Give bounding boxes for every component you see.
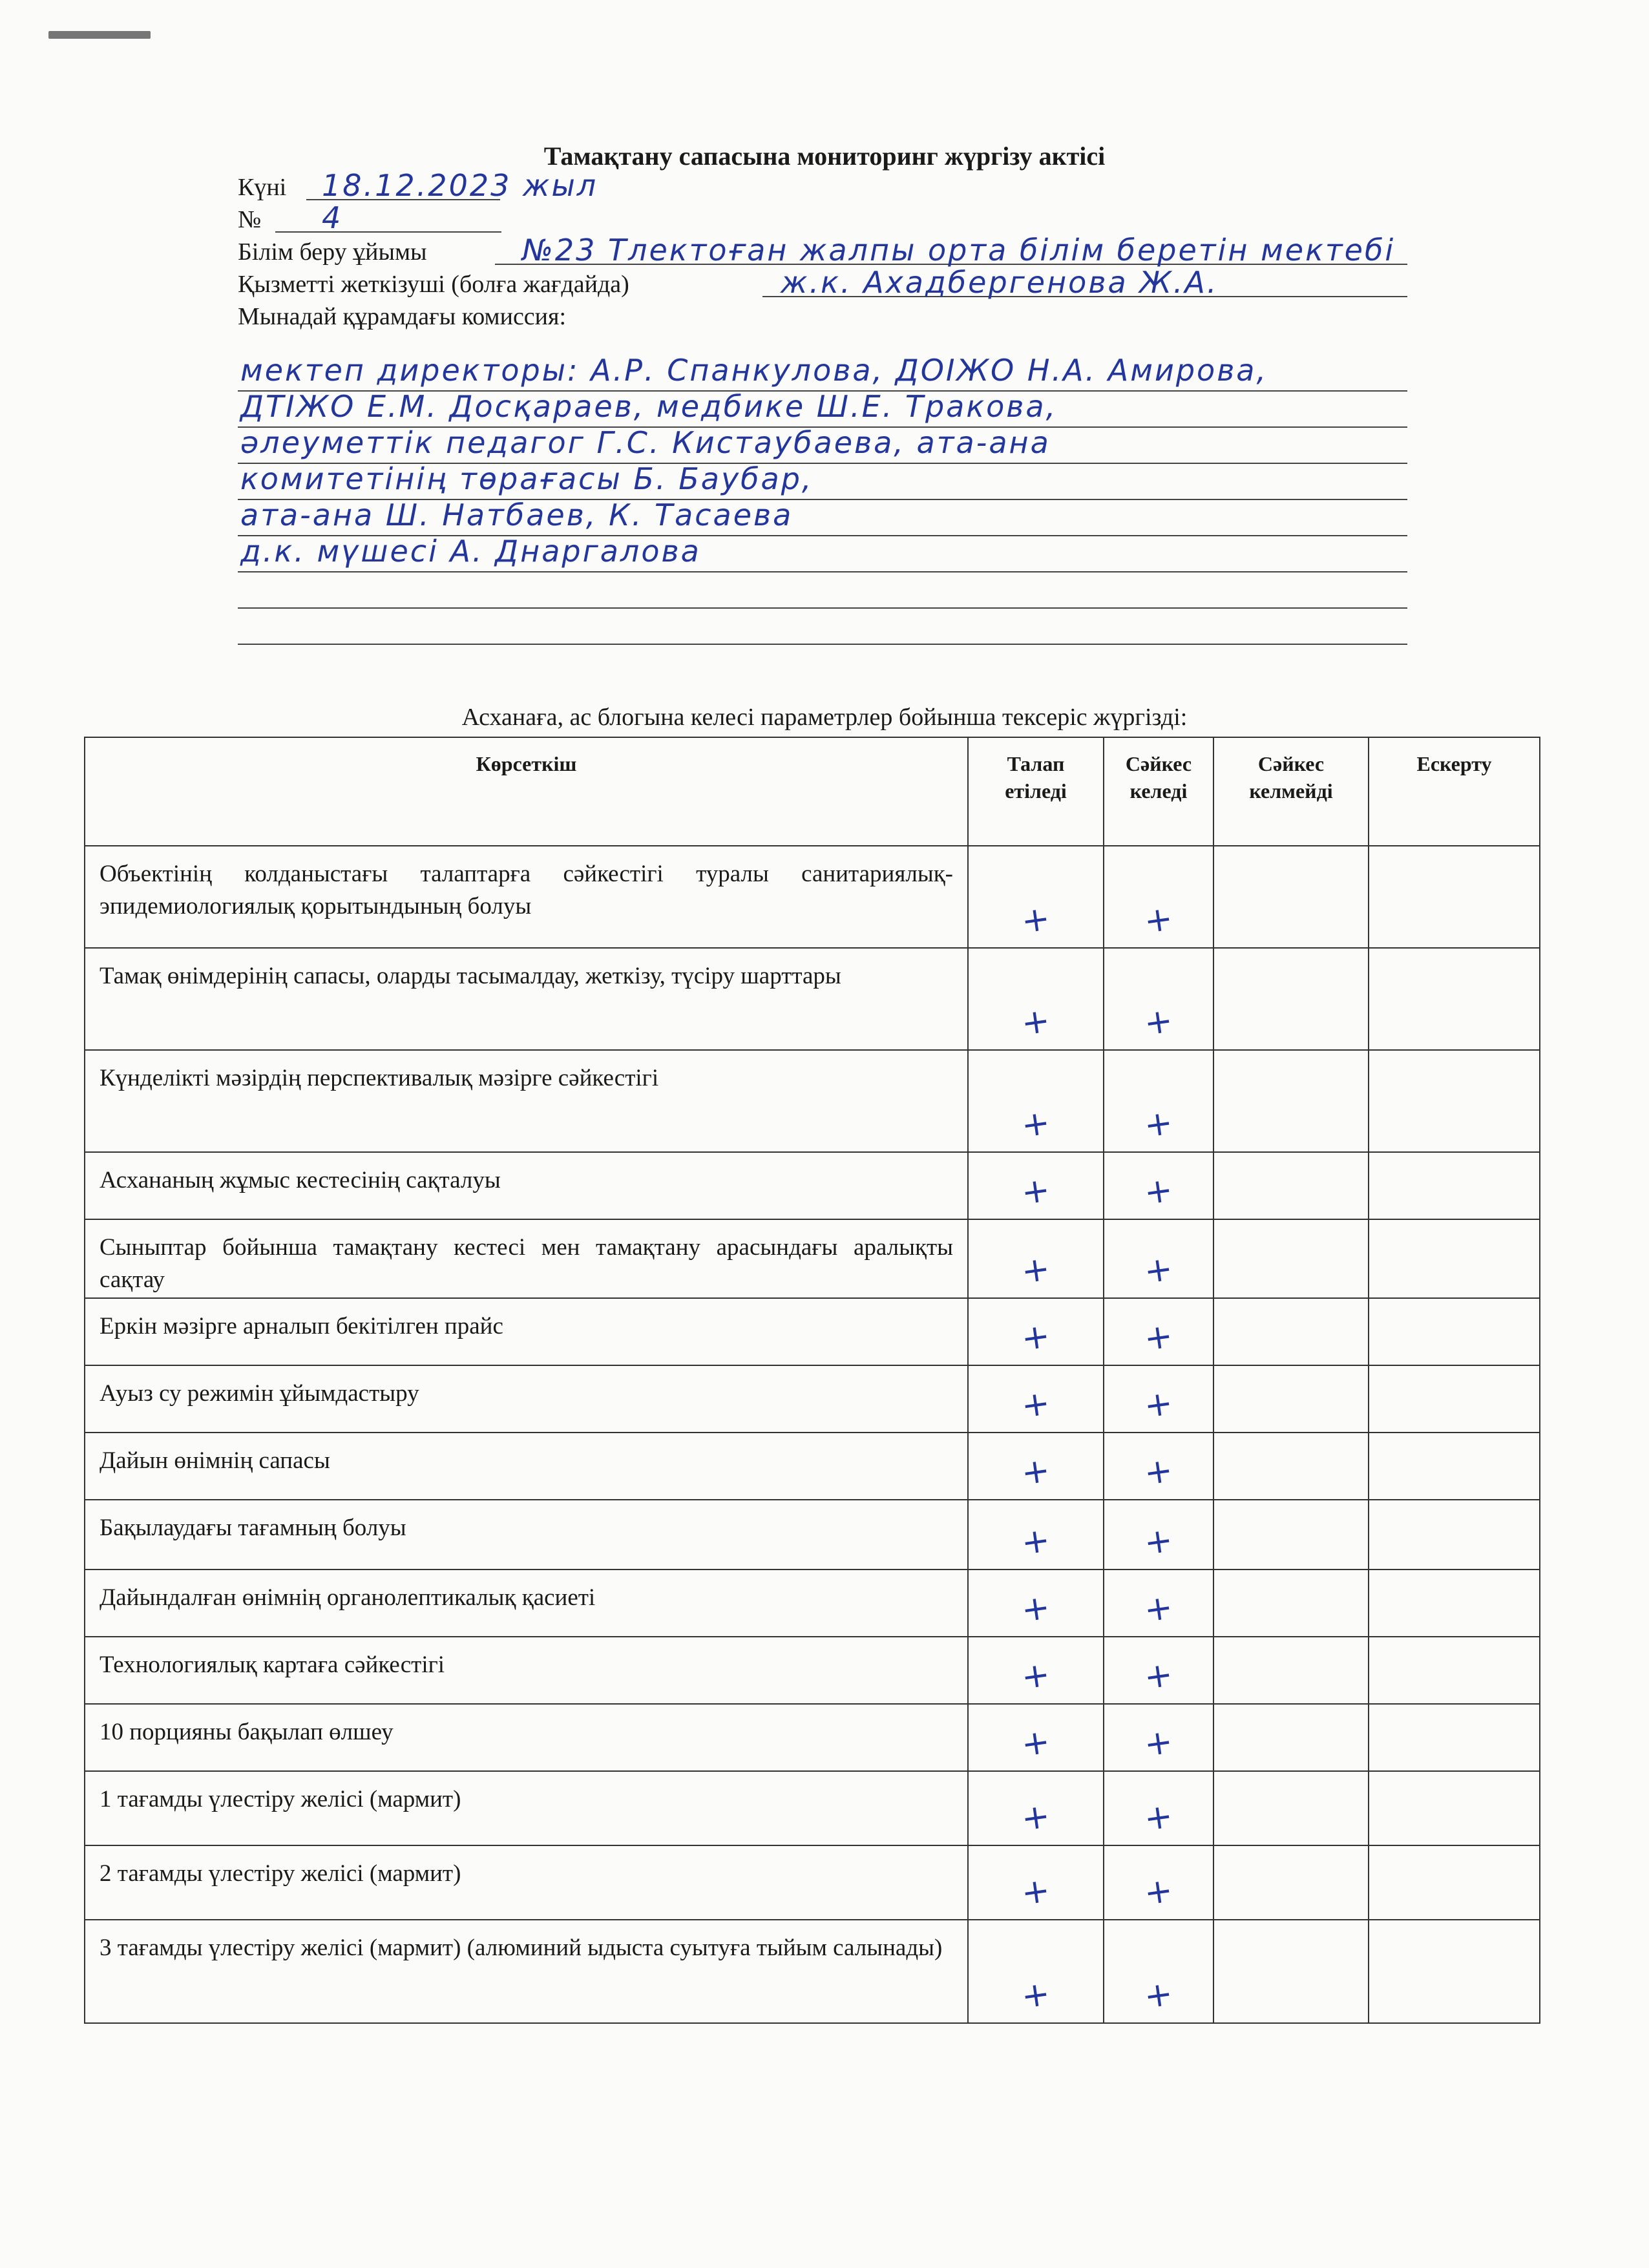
required-cell (968, 1771, 1104, 1845)
commission-line-text: мектеп директоры: А.Р. Спанкулова, ДОІЖО Н.А. Амирова, (240, 353, 1268, 388)
compliant-cell (1104, 1500, 1213, 1570)
check-mark: + (1019, 899, 1053, 941)
compliant-cell (1104, 1845, 1213, 1920)
indicator-cell: Тамақ өнімдерінің сапасы, оларды тасымалдау, жеткізу, түсіру шарттары (85, 948, 968, 1050)
check-mark: + (1142, 1722, 1175, 1765)
note-cell (1369, 1219, 1540, 1298)
note-cell (1369, 1704, 1540, 1771)
col-compliant: Сәйкес келеді (1104, 737, 1213, 846)
noncompliant-cell (1213, 1771, 1369, 1845)
required-cell (968, 1152, 1104, 1219)
noncompliant-cell (1213, 1920, 1369, 2023)
table-row (85, 1637, 1540, 1704)
org-value: №23 Тлектоған жалпы орта білім беретін мектебі (522, 233, 1396, 268)
check-mark: + (1142, 899, 1175, 941)
table-row (85, 1570, 1540, 1637)
table-row (85, 1050, 1540, 1152)
noncompliant-cell (1213, 1845, 1369, 1920)
note-cell (1369, 1637, 1540, 1704)
check-mark: + (1142, 1316, 1175, 1359)
check-mark: + (1019, 1722, 1053, 1765)
check-mark: + (1142, 1588, 1175, 1630)
required-cell (968, 1704, 1104, 1771)
noncompliant-cell (1213, 1500, 1369, 1570)
indicator-cell: Сыныптар бойынша тамақтану кестесі мен тамақтану арасындағы аралықты сақтау (85, 1219, 968, 1298)
date-label: Күні (238, 174, 287, 201)
noncompliant-cell (1213, 1570, 1369, 1637)
note-cell (1369, 1050, 1540, 1152)
noncompliant-cell (1213, 1365, 1369, 1433)
required-cell (968, 1570, 1104, 1637)
commission-line (238, 425, 1407, 464)
compliant-cell (1104, 846, 1213, 948)
check-mark: + (1019, 1103, 1053, 1146)
indicator-cell: 2 тағамды үлестіру желісі (мармит) (85, 1845, 968, 1920)
indicator-cell: 10 порцияны бақылап өлшеу (85, 1704, 968, 1771)
supplier-label: Қызметті жеткізуші (болға жағдайда) (238, 271, 629, 298)
check-mark: + (1019, 1170, 1053, 1213)
noncompliant-cell (1213, 1704, 1369, 1771)
commission-line-text: комитетінің төрағасы Б. Баубар, (240, 461, 814, 496)
check-mark: + (1019, 1520, 1053, 1563)
commission-line-text: ата-ана Ш. Натбаев, К. Тасаева (240, 498, 793, 532)
required-cell (968, 1845, 1104, 1920)
note-cell (1369, 1433, 1540, 1500)
table-row (85, 1365, 1540, 1433)
check-mark: + (1019, 1588, 1053, 1630)
note-cell (1369, 1298, 1540, 1365)
commission-line (238, 536, 1407, 572)
supplier-field (238, 265, 1407, 302)
compliant-cell (1104, 1920, 1213, 2023)
noncompliant-cell (1213, 1219, 1369, 1298)
date-value: 18.12.2023 жыл (322, 168, 598, 203)
indicator-cell: Күнделікті мәзірдің перспективалық мәзірге сәйкестігі (85, 1050, 968, 1152)
commission-label: Мынадай құрамдағы комиссия: (238, 303, 567, 330)
indicator-cell: Дайындалған өнімнің органолептикалық қасиеті (85, 1570, 968, 1637)
table-row (85, 1771, 1540, 1845)
compliant-cell (1104, 1050, 1213, 1152)
check-mark: + (1142, 1383, 1175, 1426)
number-value: 4 (322, 200, 343, 235)
note-cell (1369, 846, 1540, 948)
required-cell (968, 846, 1104, 948)
required-cell (968, 948, 1104, 1050)
check-mark: + (1142, 1451, 1175, 1493)
check-mark: + (1019, 1871, 1053, 1913)
note-cell (1369, 1152, 1540, 1219)
check-mark: + (1019, 1001, 1053, 1044)
commission-line (238, 461, 1407, 500)
inspection-subtitle: Асханаға, ас блогына келесі параметрлер бойынша тексеріс жүргізді: (461, 704, 1188, 731)
commission-line-text: ДТІЖО Е.М. Досқараев, медбике Ш.Е. Тракова, (240, 389, 1058, 424)
col-note: Ескерту (1369, 737, 1540, 846)
check-mark: + (1019, 1796, 1053, 1839)
table-row (85, 1920, 1540, 2023)
number-label: № (238, 206, 262, 233)
table-row (85, 846, 1540, 948)
note-cell (1369, 1845, 1540, 1920)
table-row (85, 1433, 1540, 1500)
check-mark: + (1142, 1520, 1175, 1563)
compliant-cell (1104, 948, 1213, 1050)
check-mark: + (1019, 1974, 1053, 2017)
table-row (85, 1298, 1540, 1365)
noncompliant-cell (1213, 1298, 1369, 1365)
noncompliant-cell (1213, 948, 1369, 1050)
table-row (85, 1845, 1540, 1920)
number-underline (275, 231, 501, 233)
date-field (238, 168, 1407, 205)
check-mark: + (1142, 1655, 1175, 1697)
check-mark: + (1019, 1655, 1053, 1697)
required-cell (968, 1637, 1104, 1704)
col-required: Талап етіледі (968, 737, 1104, 846)
table-row (85, 948, 1540, 1050)
compliant-cell (1104, 1219, 1213, 1298)
check-mark: + (1142, 1796, 1175, 1839)
required-cell (968, 1365, 1104, 1433)
indicator-cell: Объектінің колданыстағы талаптарға сәйкестігі туралы санитариялық-эпидемиологиялық қорытындының болуы (85, 846, 968, 948)
check-mark: + (1142, 1974, 1175, 2017)
check-mark: + (1142, 1249, 1175, 1292)
table-row (85, 1219, 1540, 1298)
check-mark: + (1019, 1316, 1053, 1359)
required-cell (968, 1500, 1104, 1570)
noncompliant-cell (1213, 846, 1369, 948)
note-cell (1369, 948, 1540, 1050)
commission-line-text: әлеуметтік педагог Г.С. Кистаубаева, ата-ана (240, 425, 1051, 460)
compliant-cell (1104, 1298, 1213, 1365)
required-cell (968, 1219, 1104, 1298)
table-row (85, 1704, 1540, 1771)
commission-members (238, 355, 1407, 645)
commission-line (238, 389, 1407, 428)
check-mark: + (1142, 1103, 1175, 1146)
compliant-cell (1104, 1152, 1213, 1219)
required-cell (968, 1298, 1104, 1365)
inspection-table (84, 737, 1540, 2024)
supplier-value: ж.к. Ахадбергенова Ж.А. (781, 265, 1219, 300)
commission-line (238, 609, 1407, 645)
commission-line-text: д.к. мүшесі А. Днаргалова (240, 534, 701, 569)
check-mark: + (1142, 1170, 1175, 1213)
indicator-cell: Ауыз су режимін ұйымдастыру (85, 1365, 968, 1433)
header-fields (238, 168, 1407, 335)
note-cell (1369, 1570, 1540, 1637)
required-cell (968, 1920, 1104, 2023)
indicator-cell: Дайын өнімнің сапасы (85, 1433, 968, 1500)
check-mark: + (1019, 1383, 1053, 1426)
note-cell (1369, 1500, 1540, 1570)
check-mark: + (1142, 1001, 1175, 1044)
note-cell (1369, 1365, 1540, 1433)
note-cell (1369, 1920, 1540, 2023)
note-cell (1369, 1771, 1540, 1845)
commission-line (238, 355, 1407, 392)
table-header-row (85, 737, 1540, 846)
commission-field (238, 302, 1407, 335)
noncompliant-cell (1213, 1433, 1369, 1500)
compliant-cell (1104, 1433, 1213, 1500)
noncompliant-cell (1213, 1152, 1369, 1219)
indicator-cell: Еркін мәзірге арналып бекітілген прайс (85, 1298, 968, 1365)
table-row (85, 1152, 1540, 1219)
col-indicator: Көрсеткіш (85, 737, 968, 846)
compliant-cell (1104, 1637, 1213, 1704)
check-mark: + (1019, 1249, 1053, 1292)
scan-mark (48, 31, 151, 39)
compliant-cell (1104, 1570, 1213, 1637)
org-label: Білім беру ұйымы (238, 238, 427, 266)
compliant-cell (1104, 1704, 1213, 1771)
indicator-cell: Бақылаудағы тағамның болуы (85, 1500, 968, 1570)
noncompliant-cell (1213, 1637, 1369, 1704)
indicator-cell: 1 тағамды үлестіру желісі (мармит) (85, 1771, 968, 1845)
col-noncompliant: Сәйкес келмейді (1213, 737, 1369, 846)
commission-line (238, 500, 1407, 536)
check-mark: + (1019, 1451, 1053, 1493)
table-row (85, 1500, 1540, 1570)
compliant-cell (1104, 1771, 1213, 1845)
commission-line (238, 572, 1407, 609)
indicator-cell: 3 тағамды үлестіру желісі (мармит) (алюминий ыдыста суытуға тыйым салынады) (85, 1920, 968, 2023)
indicator-cell: Технологиялық картаға сәйкестігі (85, 1637, 968, 1704)
compliant-cell (1104, 1365, 1213, 1433)
required-cell (968, 1433, 1104, 1500)
document-title: Тамақтану сапасына мониторинг жүргізу актісі (543, 142, 1106, 171)
check-mark: + (1142, 1871, 1175, 1913)
noncompliant-cell (1213, 1050, 1369, 1152)
required-cell (968, 1050, 1104, 1152)
indicator-cell: Асхананың жұмыс кестесінің сақталуы (85, 1152, 968, 1219)
